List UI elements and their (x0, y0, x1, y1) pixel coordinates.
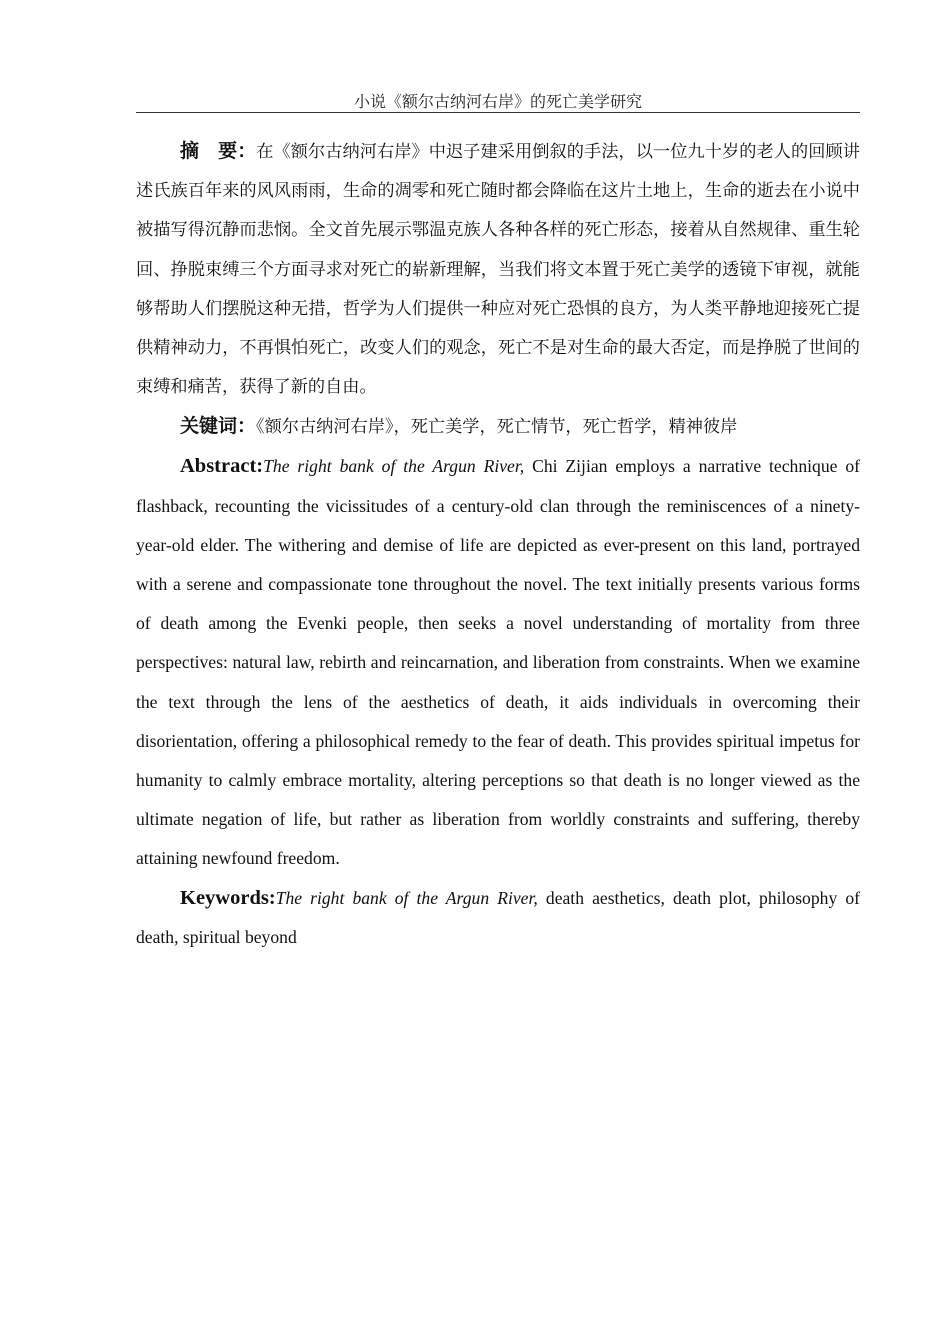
header-rule (136, 112, 860, 113)
chinese-keywords-label: 关键词： (180, 415, 257, 438)
english-abstract-text: Chi Zijian employs a narrative technique of flashback, recounting the vicissitudes of a century-old clan through the reminiscences of a ninety-year-old elder. The withering and demise of life are depicted as ever-present on this land, portrayed with a serene and compassionate tone throughout the novel. The text initially presents various forms of death among the Evenki people, then seeks a novel understanding of mortality from three perspectives: natural law, rebirth and reincarnation, and liberation from constraints. When we examine the text through the lens of the aesthetics of death, it aids individuals in overcoming their disorientation, offering a philosophical remedy to the fear of death. This provides spiritual impetus for humanity to calmly embrace mortality, altering perceptions so that death is no longer viewed as the ultimate negation of life, but rather as liberation from worldly constraints and suffering, thereby attaining newfound freedom. (136, 456, 861, 869)
chinese-abstract-label: 摘 要： (180, 140, 257, 162)
english-abstract-novel-title: The right bank of the Argun River, (263, 456, 525, 477)
running-header: 小说《额尔古纳河右岸》的死亡美学研究 (353, 92, 642, 111)
chinese-keywords-text: 《额尔古纳河右岸》，死亡美学，死亡情节，死亡哲学，精神彼岸 (256, 417, 738, 438)
chinese-abstract-text: 在《额尔古纳河右岸》中迟子建采用倒叙的手法，以一位九十岁的老人的回顾讲述氏族百年来的风风雨雨，生命的凋零和死亡随时都会降临在这片土地上，生命的逝去在小说中被描写得沉静而悲悯。全文首先展示鄂温克族人各种各样的死亡形态，接着从自然规律、重生轮回、挣脱束缚三个方面寻求对死亡的崭新理解，当我们将文本置于死亡美学的透镜下审视，就能够帮助人们摆脱这种无措，哲学为人们提供一种应对死亡恐惧的良方，为人类平静地迎接死亡提供精神动力，不再惧怕死亡，改变人们的观念，死亡不是对生命的最大否定，而是挣脱了世间的束缚和痛苦，获得了新的自由。 (136, 142, 860, 398)
english-keywords-label: Keywords: (180, 886, 276, 909)
abstract-content (136, 132, 860, 957)
english-keywords-novel-title: The right bank of the Argun River, (275, 887, 538, 908)
chinese-abstract (136, 132, 860, 407)
english-keywords-text: death aesthetics, death plot, philosophy of death, spiritual beyond (136, 887, 860, 947)
chinese-keywords (136, 407, 860, 447)
english-abstract-label: Abstract: (180, 455, 264, 478)
english-abstract (136, 447, 860, 878)
english-keywords (136, 879, 860, 957)
